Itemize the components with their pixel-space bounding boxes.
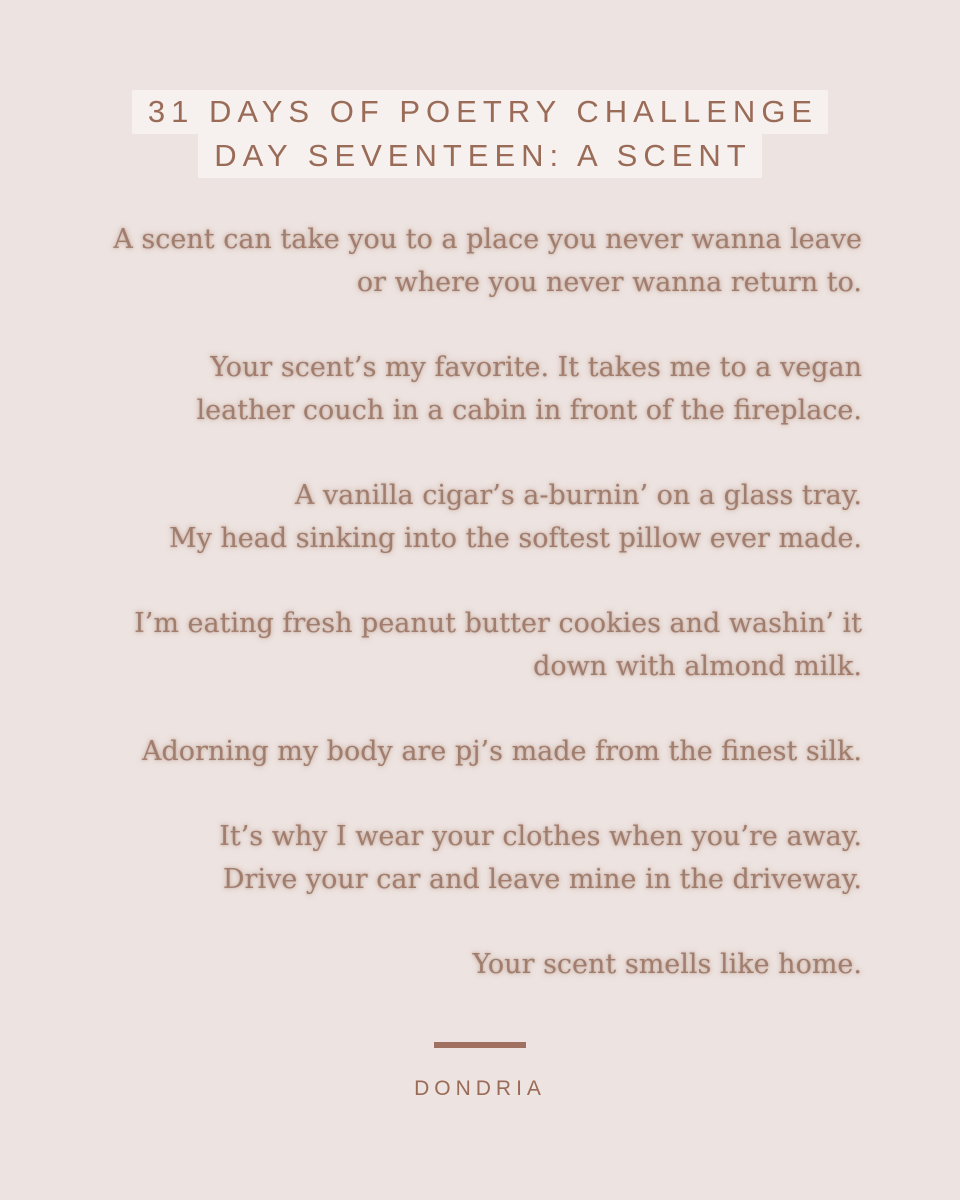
- poem-line: Adorning my body are pj’s made from the finest silk.: [142, 736, 862, 767]
- poem-line: down with almond milk.: [533, 651, 862, 682]
- stanza: [82, 602, 862, 688]
- stanza: [82, 815, 862, 901]
- poem-line: Drive your car and leave mine in the driveway.: [222, 864, 862, 895]
- poem-line: or where you never wanna return to.: [356, 267, 862, 298]
- stanza: [82, 943, 862, 986]
- poem-line: My head sinking into the softest pillow ever made.: [168, 523, 862, 554]
- title-line-1: 31 DAYS OF POETRY CHALLENGE: [132, 90, 828, 134]
- poem-line: leather couch in a cabin in front of the fireplace.: [196, 395, 862, 426]
- poem-body: [82, 218, 862, 986]
- poem-line: A vanilla cigar’s a-burnin’ on a glass tray.: [294, 480, 862, 511]
- author-name: DONDRIA: [414, 1077, 546, 1100]
- stanza: [82, 218, 862, 304]
- poem-line: Your scent smells like home.: [472, 949, 862, 980]
- poem-line: It’s why I wear your clothes when you’re away.: [219, 821, 862, 852]
- stanza: [82, 346, 862, 432]
- title-line-2: DAY SEVENTEEN: A SCENT: [198, 134, 761, 178]
- title-block: [0, 90, 960, 178]
- stanza: [82, 474, 862, 560]
- poem-line: Your scent’s my favorite. It takes me to a vegan: [210, 352, 862, 383]
- poem-line: I’m eating fresh peanut butter cookies and washin’ it: [134, 608, 862, 639]
- poem-line: A scent can take you to a place you never wanna leave: [113, 224, 862, 255]
- stanza: [82, 730, 862, 773]
- divider: [434, 1042, 526, 1048]
